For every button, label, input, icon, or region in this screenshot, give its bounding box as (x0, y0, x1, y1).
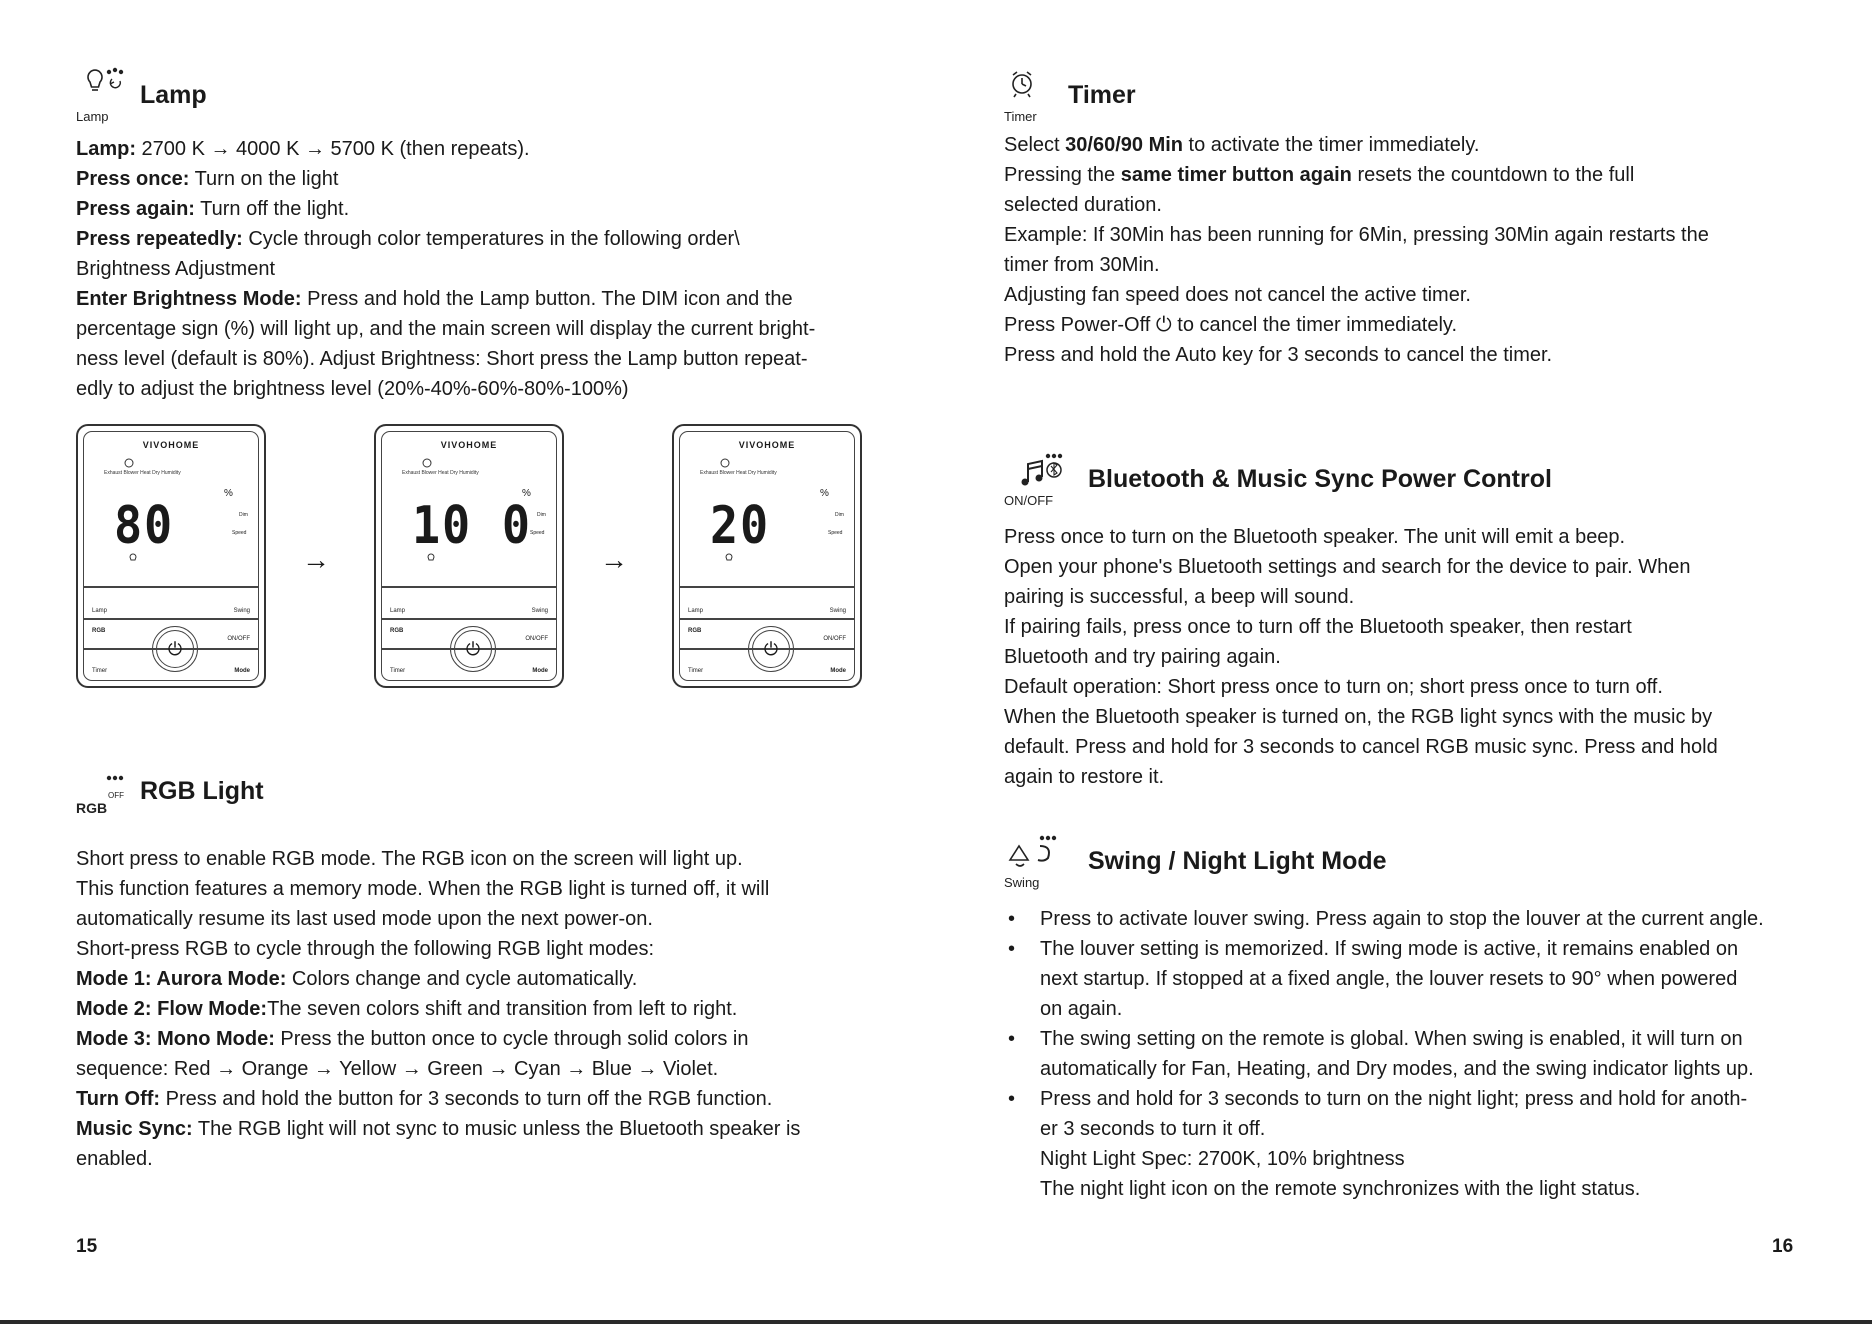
text-line (76, 374, 876, 404)
lamp-icon (76, 64, 136, 124)
line-text: sequence: Red → Orange → Yellow → Green → Cyan → Blue → Violet. (76, 1058, 719, 1080)
left-page (76, 0, 876, 1300)
text-line (76, 874, 876, 904)
swing-bullet-list (1004, 904, 1804, 1204)
bold-label: Mode 1: Aurora Mode: (76, 968, 287, 990)
speed-label: Speed (232, 530, 247, 536)
line-text: selected duration. (1004, 194, 1162, 216)
rgb-icon-caption: RGB (76, 800, 108, 816)
bullet-item (1004, 934, 1804, 1024)
text-line (76, 934, 876, 964)
dim-label: Dim (835, 512, 844, 518)
text-line (76, 164, 876, 194)
text-line (1004, 280, 1804, 310)
power-icon: ⏻ (156, 630, 194, 668)
bold-label: Lamp: (76, 138, 136, 160)
mode-button-label: Mode (532, 668, 548, 674)
lamp-button-label: Lamp (688, 608, 704, 614)
speed-label: Speed (530, 530, 545, 536)
swing-button-label: Swing (829, 608, 846, 614)
line-text: Short-press RGB to cycle through the following RGB light modes: (76, 938, 655, 960)
bluetooth-header (1004, 448, 1804, 508)
rgb-section (76, 760, 876, 1174)
bulb-icon (426, 552, 436, 564)
bullet-line: on again. (1040, 998, 1123, 1020)
swing-icon-caption: Swing (1004, 875, 1040, 890)
text-line (76, 844, 876, 874)
line-text: This function features a memory mode. When the RGB light is turned off, it will (76, 878, 770, 900)
lamp-section (76, 64, 876, 404)
bold-label: Music Sync: (76, 1118, 193, 1140)
text-line: Press once to turn on the Bluetooth speaker. The unit will emit a beep. (1004, 526, 1626, 548)
timer-body (1004, 130, 1804, 370)
power-button (748, 626, 794, 672)
bold-label: Enter Brightness Mode: (76, 288, 302, 310)
line-text: timer from 30Min. (1004, 254, 1160, 276)
dim-label: Dim (537, 512, 546, 518)
bold-label: Press again: (76, 198, 195, 220)
line-text: Press and hold the button for 3 seconds to turn off the RGB function. (160, 1088, 773, 1110)
timer-button-label: Timer (390, 668, 406, 674)
bold-label: Press repeatedly: (76, 228, 243, 250)
panel-divider (680, 618, 854, 620)
rgb-button-label: RGB (92, 628, 106, 634)
arrow-right-icon: → (600, 544, 628, 575)
text-line (1004, 310, 1804, 340)
line-text: Press and hold the Lamp button. The DIM icon and the (301, 288, 793, 310)
timer-icon (1004, 64, 1064, 124)
text-line (76, 224, 876, 254)
panel-divider (680, 586, 854, 588)
timer-section (1004, 64, 1804, 370)
lamp-button-label: Lamp (92, 608, 108, 614)
text-line: default. Press and hold for 3 seconds to cancel RGB music sync. Press and hold (1004, 736, 1718, 758)
bullet-line: Night Light Spec: 2700K, 10% brightness (1040, 1148, 1405, 1170)
bullet-line: next startup. If stopped at a fixed angle, the louver resets to 90° when powered (1040, 968, 1738, 990)
text-line (1004, 190, 1804, 220)
mode-button-label: Mode (830, 668, 846, 674)
control-panel-figure (76, 424, 266, 688)
bold-label: Turn Off: (76, 1088, 161, 1110)
swing-title: Swing / Night Light Mode (1088, 847, 1387, 875)
bottom-rule (0, 1320, 1872, 1324)
bullet-item (1004, 1084, 1804, 1204)
line-text: enabled. (76, 1148, 153, 1170)
text-line (76, 1114, 876, 1144)
line-text: 2700 K → 4000 K → 5700 K (then repeats). (136, 138, 530, 160)
rgb-button-label: RGB (688, 628, 702, 634)
line-text: Turn on the light (189, 168, 339, 190)
lamp-body (76, 134, 876, 404)
power-button (152, 626, 198, 672)
power-icon: ⏻ (454, 630, 492, 668)
page-number-left: 15 (76, 1236, 98, 1257)
text-line (76, 344, 876, 374)
bullet-line: automatically for Fan, Heating, and Dry modes, and the swing indicator lights up. (1040, 1058, 1754, 1080)
display-digits: 10 0 (412, 496, 532, 556)
text-line: Default operation: Short press once to turn on; short press once to turn off. (1004, 676, 1663, 698)
line-text: Colors change and cycle automatically. (286, 968, 638, 990)
page-number-right: 16 (1772, 1236, 1794, 1257)
panel-frame (679, 431, 855, 681)
bold-label: 30/60/90 Min (1065, 134, 1183, 156)
text-line: again to restore it. (1004, 766, 1165, 788)
bullet-line: • The swing setting on the remote is global. When swing is enabled, it will turn on (1040, 1028, 1743, 1050)
percent-sign: % (224, 488, 233, 499)
bullet-line: • Press to activate louver swing. Press again to stop the louver at the current angle. (1040, 908, 1764, 930)
bluetooth-title: Bluetooth & Music Sync Power Control (1088, 465, 1552, 493)
lamp-icon-caption: Lamp (76, 109, 109, 124)
fan-icon (124, 458, 134, 468)
mode-labels: Exhaust Blower Heat Dry Humidity (700, 470, 777, 476)
percent-sign: % (820, 488, 829, 499)
swing-icon (1004, 830, 1084, 890)
bluetooth-icon-caption: ON/OFF (1004, 493, 1054, 508)
panel-frame (381, 431, 557, 681)
bullet-item (1004, 1024, 1804, 1084)
bold-label: Mode 3: Mono Mode: (76, 1028, 275, 1050)
onoff-button-label: ON/OFF (525, 636, 548, 642)
rgb-icon-sub: OFF (108, 791, 124, 800)
text-line (76, 314, 876, 344)
bullet-line: The night light icon on the remote synchronizes with the light status. (1040, 1178, 1641, 1200)
power-icon: ⏻ (752, 630, 790, 668)
line-text: ness level (default is 80%). Adjust Brightness: Short press the Lamp button repeat- (76, 348, 808, 370)
line-text: The RGB light will not sync to music unless the Bluetooth speaker is (192, 1118, 801, 1140)
control-panel-figure (374, 424, 564, 688)
lamp-header (76, 64, 876, 124)
line-text: Press and hold the Auto key for 3 seconds to cancel the timer. (1004, 344, 1553, 366)
text-line (1004, 340, 1804, 370)
line-text: Short press to enable RGB mode. The RGB icon on the screen will light up. (76, 848, 743, 870)
bulb-icon (724, 552, 734, 564)
display-digits: 80 (114, 496, 174, 556)
control-panel-figures (76, 424, 876, 690)
line-text: Press Power-Off ⏻ to cancel the timer immediately. (1004, 314, 1458, 336)
bulb-icon (128, 552, 138, 564)
rgb-header (76, 760, 876, 820)
line-text: Turn off the light. (194, 198, 350, 220)
timer-button-label: Timer (92, 668, 108, 674)
bluetooth-body (1004, 522, 1804, 792)
line-text: Example: If 30Min has been running for 6Min, pressing 30Min again restarts the (1004, 224, 1709, 246)
panel-divider (84, 618, 258, 620)
lamp-button-label: Lamp (390, 608, 406, 614)
line-text: Brightness Adjustment (76, 258, 275, 280)
rgb-title: RGB Light (140, 777, 264, 805)
line-text: edly to adjust the brightness level (20%-40%-60%-80%-100%) (76, 378, 629, 400)
panel-frame (83, 431, 259, 681)
arrow-right-icon: → (302, 544, 330, 575)
text-line (76, 904, 876, 934)
text-line (76, 1144, 876, 1174)
text-line (76, 964, 876, 994)
text-line (76, 134, 876, 164)
text-line (1004, 130, 1804, 160)
onoff-button-label: ON/OFF (823, 636, 846, 642)
bullet-item (1004, 904, 1804, 934)
timer-header (1004, 64, 1804, 124)
fan-icon (720, 458, 730, 468)
display-digits: 20 (710, 496, 770, 556)
text-line (1004, 220, 1804, 250)
rgb-icon (76, 760, 136, 820)
line-text: percentage sign (%) will light up, and the main screen will display the current bright- (76, 318, 816, 340)
line-text: Cycle through color temperatures in the following order\ (242, 228, 740, 250)
rgb-button-label: RGB (390, 628, 404, 634)
bullet-line: er 3 seconds to turn it off. (1040, 1118, 1266, 1140)
text-line (1004, 250, 1804, 280)
fan-icon (422, 458, 432, 468)
mode-button-label: Mode (234, 668, 250, 674)
panel-divider (382, 618, 556, 620)
timer-icon-caption: Timer (1004, 109, 1037, 124)
text-line: When the Bluetooth speaker is turned on, the RGB light syncs with the music by (1004, 706, 1713, 728)
dim-label: Dim (239, 512, 248, 518)
swing-header (1004, 830, 1804, 890)
text-line: pairing is successful, a beep will sound. (1004, 586, 1355, 608)
text-line (76, 994, 876, 1024)
line-text: automatically resume its last used mode upon the next power-on. (76, 908, 653, 930)
bullet-line: • The louver setting is memorized. If swing mode is active, it remains enabled on (1040, 938, 1739, 960)
right-page (1004, 0, 1804, 1300)
bold-label: Press once: (76, 168, 190, 190)
speed-label: Speed (828, 530, 843, 536)
text-line (1004, 160, 1804, 190)
percent-sign: % (522, 488, 531, 499)
line-text: resets the countdown to the full (1351, 164, 1635, 186)
bluetooth-section (1004, 448, 1804, 792)
control-panel-figure (672, 424, 862, 688)
text-line: Bluetooth and try pairing again. (1004, 646, 1281, 668)
line-text: Adjusting fan speed does not cancel the active timer. (1004, 284, 1471, 306)
text-line (76, 1054, 876, 1084)
text-line (76, 1024, 876, 1054)
rgb-body (76, 844, 876, 1174)
bold-label: same timer button again (1120, 164, 1352, 186)
line-text: The seven colors shift and transition from left to right. (267, 998, 738, 1020)
text-line (76, 284, 876, 314)
line-text: Press the button once to cycle through solid colors in (274, 1028, 749, 1050)
bluetooth-music-icon (1004, 448, 1084, 508)
power-button (450, 626, 496, 672)
mode-labels: Exhaust Blower Heat Dry Humidity (104, 470, 181, 476)
text-line: If pairing fails, press once to turn off the Bluetooth speaker, then restart (1004, 616, 1632, 638)
brand-logo: VIVOHOME (738, 440, 796, 450)
brand-logo: VIVOHOME (440, 440, 498, 450)
text-line: Open your phone's Bluetooth settings and search for the device to pair. When (1004, 556, 1691, 578)
line-text: Pressing the (1004, 164, 1121, 186)
text-line (76, 254, 876, 284)
text-line (76, 194, 876, 224)
brand-logo: VIVOHOME (142, 440, 200, 450)
mode-labels: Exhaust Blower Heat Dry Humidity (402, 470, 479, 476)
text-line (76, 1084, 876, 1114)
line-text: Select (1004, 134, 1066, 156)
swing-button-label: Swing (531, 608, 548, 614)
lamp-title: Lamp (140, 81, 207, 109)
timer-button-label: Timer (688, 668, 704, 674)
swing-section (1004, 830, 1804, 1204)
timer-title: Timer (1068, 81, 1136, 109)
bullet-line: • Press and hold for 3 seconds to turn on the night light; press and hold for anoth- (1040, 1088, 1748, 1110)
panel-divider (84, 586, 258, 588)
bold-label: Mode 2: Flow Mode: (76, 998, 268, 1020)
panel-divider (382, 586, 556, 588)
onoff-button-label: ON/OFF (227, 636, 250, 642)
line-text: to activate the timer immediately. (1183, 134, 1480, 156)
swing-button-label: Swing (233, 608, 250, 614)
